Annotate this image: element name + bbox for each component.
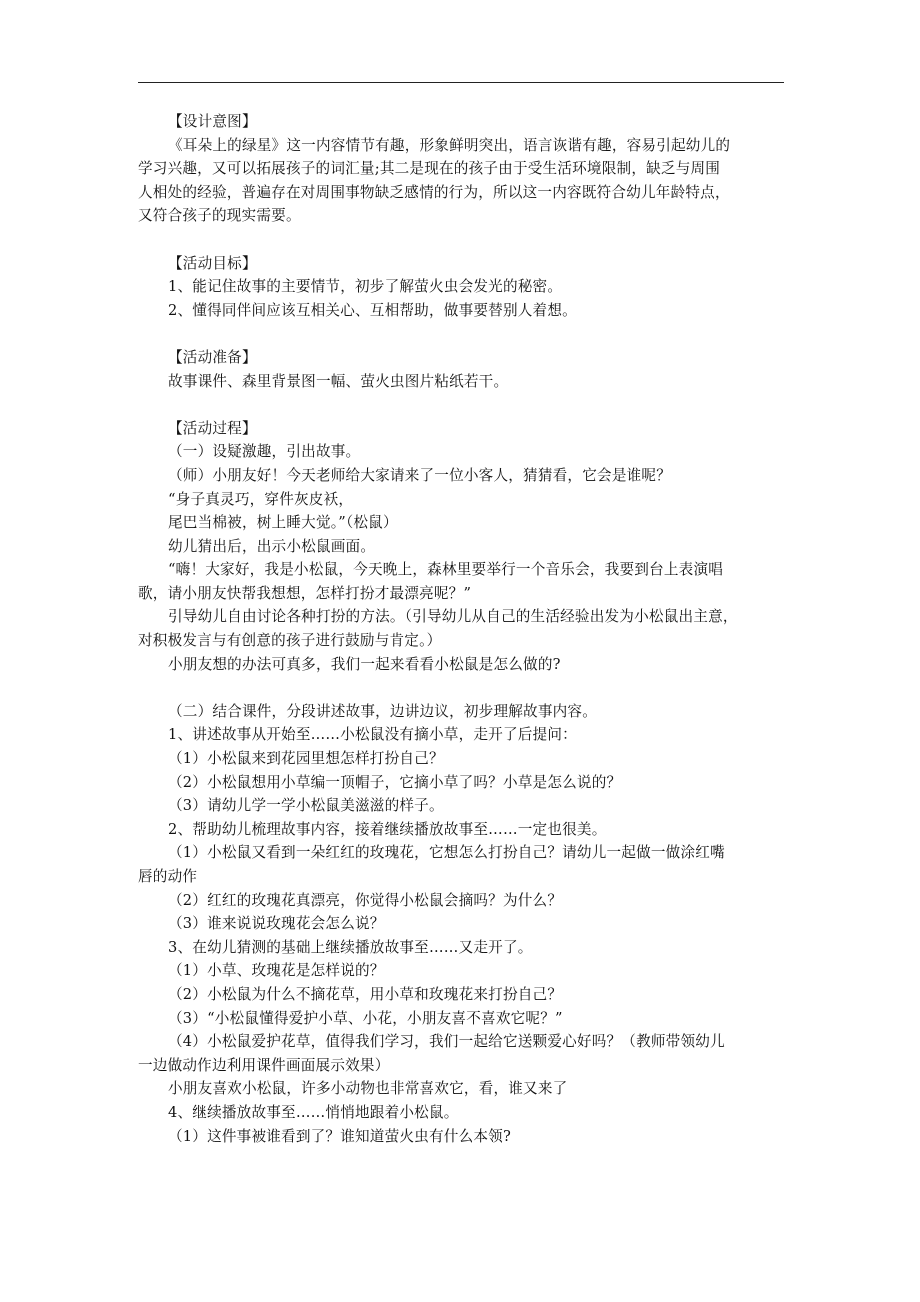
text-line: 对积极发言与有创意的孩子进行鼓励与肯定。）: [138, 632, 442, 650]
section-heading: 【设计意图】: [168, 113, 257, 130]
text-line: （3）请幼儿学一学小松鼠美滋滋的样子。: [168, 797, 444, 815]
text-line: 1、能记住故事的主要情节，初步了解萤火虫会发光的秘密。: [168, 278, 563, 296]
text-line: 人相处的经验，普遍存在对周围事物缺乏感情的行为，所以这一内容既符合幼儿年龄特点，: [138, 183, 730, 201]
section-activity-process: [138, 417, 790, 677]
text-line: 尾巴当棉被，树上睡大觉。”（松鼠）: [168, 514, 398, 532]
section-design-intent: [138, 110, 790, 228]
text-line: “身子真灵巧，穿件灰皮袄，: [168, 490, 354, 508]
section-heading: 【活动准备】: [168, 348, 257, 366]
text-line: （二）结合课件，分段讲述故事，边讲边议，初步理解故事内容。: [168, 702, 598, 720]
text-line: 2、帮助幼儿梳理故事内容，接着继续播放故事至……一定也很美。: [168, 820, 607, 838]
text-line: （4）小松鼠爱护花草，值得我们学习，我们一起给它送颗爱心好吗？（教师带领幼儿: [168, 1033, 725, 1051]
text-line: 学习兴趣，又可以拓展孩子的词汇量;其二是现在的孩子由于受生活环境限制，缺乏与周围: [138, 160, 721, 178]
section-gap: [138, 228, 790, 252]
text-line: （1）小松鼠又看到一朵红红的玫瑰花，它想怎么打扮自己？请幼儿一起做一做涂红嘴: [168, 844, 725, 862]
section-process-part-two: [138, 700, 790, 1148]
section-gap: [138, 676, 790, 700]
text-line: 又符合孩子的现实需要。: [138, 207, 301, 225]
text-line: 唇的动作: [138, 868, 198, 885]
text-line: 一边做动作边利用课件画面展示效果）: [138, 1056, 390, 1074]
text-line: （1）小松鼠来到花园里想怎样打扮自己？: [168, 750, 444, 768]
text-line: 3、在幼儿猜测的基础上继续播放故事至……又走开了。: [168, 938, 533, 956]
section-heading: 【活动目标】: [168, 254, 257, 272]
text-line: （2）红红的玫瑰花真漂亮，你觉得小松鼠会摘吗？为什么？: [168, 891, 563, 909]
text-line: 4、继续播放故事至……悄悄地跟着小松鼠。: [168, 1103, 459, 1121]
text-line: （3）“小松鼠懂得爱护小草、小花，小朋友喜不喜欢它呢？”: [168, 1009, 563, 1027]
text-line: （1）小草、玫瑰花是怎样说的？: [168, 962, 385, 980]
text-line: “嗨！大家好，我是小松鼠，今天晚上，森林里要举行一个音乐会，我要到台上表演唱: [168, 561, 724, 579]
text-line: 歌，请小朋友快帮我想想，怎样打扮才最漂亮呢？”: [138, 584, 472, 602]
text-line: 幼儿猜出后，出示小松鼠画面。: [168, 537, 376, 555]
text-line: 2、懂得同伴间应该互相关心、互相帮助，做事要替别人着想。: [168, 301, 577, 319]
text-line: （师）小朋友好！今天老师给大家请来了一位小客人，猜猜看，它会是谁呢？: [168, 466, 671, 484]
text-line: 小朋友想的办法可真多，我们一起来看看小松鼠是怎么做的?: [168, 655, 561, 673]
header-rule: [138, 82, 784, 83]
text-line: （3）谁来说说玫瑰花会怎么说？: [168, 915, 385, 933]
text-line: 故事课件、森里背景图一幅、萤火虫图片粘纸若干。: [168, 372, 509, 390]
text-line: 引导幼儿自由讨论各种打扮的方法。（引导幼儿从自己的生活经验出发为小松鼠出主意，: [168, 608, 738, 626]
text-line: （1）这件事被谁看到了？谁知道萤火虫有什么本领?: [168, 1127, 511, 1145]
section-activity-goals: [138, 252, 790, 323]
text-line: （2）小松鼠想用小草编一顶帽子，它摘小草了吗？小草是怎么说的？: [168, 773, 622, 791]
section-gap: [138, 322, 790, 346]
document-body: [138, 110, 790, 1148]
text-line: 1、讲述故事从开始至……小松鼠没有摘小草，走开了后提问：: [168, 726, 577, 744]
section-gap: [138, 393, 790, 417]
section-heading: 【活动过程】: [168, 419, 257, 437]
text-line: 小朋友喜欢小松鼠，许多小动物也非常喜欢它，看，谁又来了: [168, 1080, 568, 1098]
text-line: （2）小松鼠为什么不摘花草，用小草和玫瑰花来打扮自己？: [168, 985, 563, 1003]
section-activity-prep: [138, 346, 790, 393]
text-line: （一）设疑激趣，引出故事。: [168, 443, 361, 461]
text-line: 《耳朵上的绿星》这一内容情节有趣，形象鲜明突出，语言诙谐有趣，容易引起幼儿的: [168, 136, 731, 154]
